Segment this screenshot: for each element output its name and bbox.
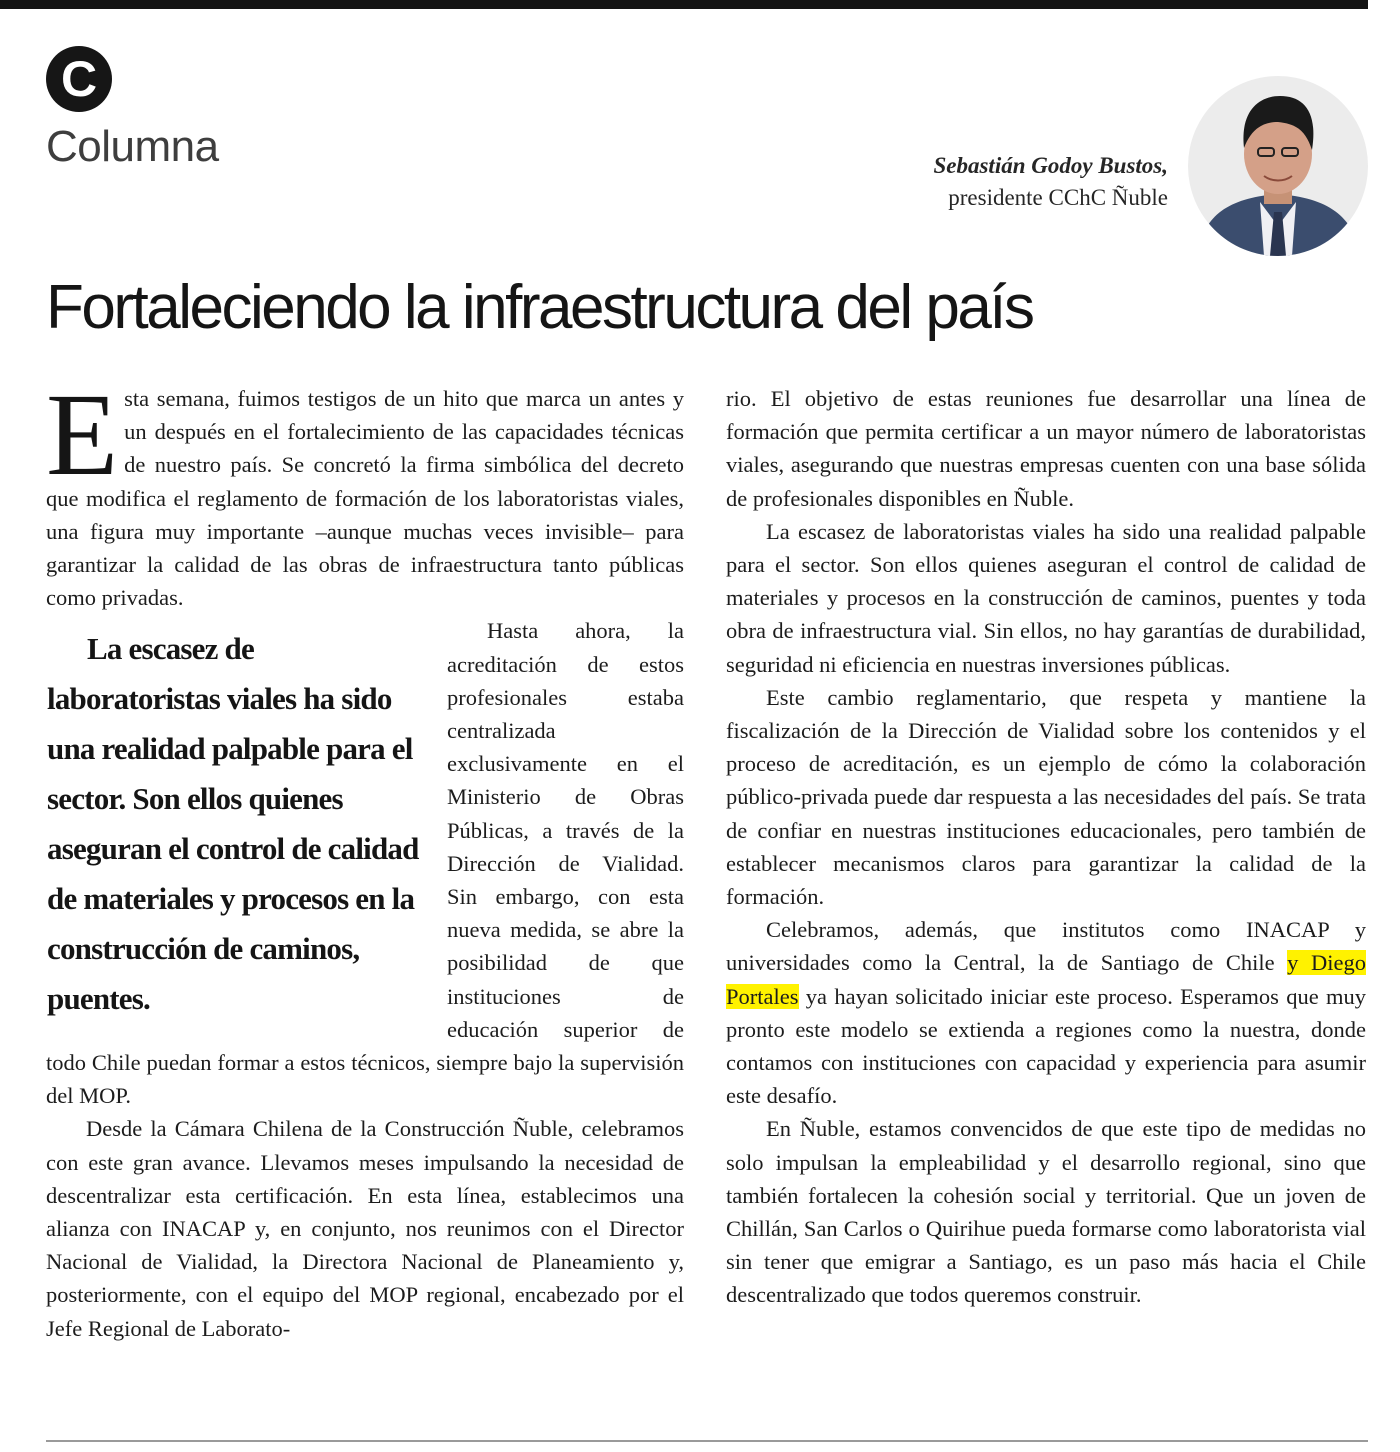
author-role: presidente CChC Ñuble bbox=[948, 185, 1168, 210]
pull-quote: La escasez de laboratoristas viales ha sido una realidad palpable para el sector. Son ellos quienes aseguran el control de calidad de materiales y procesos en la construcción de caminos, puentes. bbox=[47, 631, 419, 1017]
top-rule bbox=[0, 0, 1368, 9]
paragraph-3-end: rio. El objetivo de estas reuniones fue desarrollar una línea de formación que permita certificar a un mayor número de laboratoristas viales, asegurando que nuestras empresas cuenten con una base sólida de profesionales disponibles en Ñuble. bbox=[726, 386, 1366, 511]
paragraph-2-text: Hasta ahora, la acreditación de estos profesionales estaba centralizada exclusivamente en el Ministerio de Obras Públicas, a través de la Dirección de Vialidad. Sin embargo, con esta nueva medida, se abre la posibilidad de que instituciones de educación superior de todo Chile puedan formar a estos técnicos, siempre bajo la supervisión del MOP. bbox=[46, 618, 684, 1109]
paragraph-1-text: sta semana, fuimos testigos de un hito que marca un antes y un después en el fortalecimiento de las capacidades técnicas de nuestro país. Se concretó la firma simbólica del decreto que modifica el reglamento de formación de los laboratoristas viales, una figura muy importante –aunque muchas veces invisible– para garantizar la calidad de las obras de infraestructura tanto públicas como privadas. bbox=[46, 386, 684, 611]
author-portrait-photo bbox=[1188, 76, 1368, 256]
headline: Fortaleciendo la infraestructura del país bbox=[46, 273, 1033, 342]
author-byline bbox=[933, 150, 1168, 214]
article-column-left bbox=[46, 369, 684, 1345]
bottom-rule bbox=[46, 1440, 1368, 1442]
paragraph-6-text-b: ya hayan solicitado iniciar este proceso. Esperamos que muy pronto este modelo se extienda a regiones como la nuestra, donde contamos con instituciones con capacidad y experiencia para asumir este desafío. bbox=[726, 983, 1366, 1109]
author-name: Sebastián Godoy Bustos, bbox=[933, 153, 1168, 178]
paragraph-5: Este cambio reglamentario, que respeta y mantiene la fiscalización de la Dirección de Vialidad sobre los contenidos y el proceso de acreditación, es un ejemplo de cómo la colaboración público-privada puede dar respuesta a las necesidades del país. Se trata de confiar en nuestras instituciones educacionales, pero también de establecer mecanismos claros para garantizar la calidad de la formación. bbox=[726, 684, 1366, 910]
highlighted-text: y Diego Portales bbox=[726, 950, 1366, 1009]
article-column-right bbox=[726, 382, 1366, 1312]
paragraph-6-text-a: Celebramos, además, que institutos como INACAP y universidades como la Central, la de Santiago de Chile bbox=[726, 917, 1366, 976]
paragraph-6 bbox=[726, 913, 1366, 1112]
paragraph-4: La escasez de laboratoristas viales ha sido una realidad palpable para el sector. Son ellos quienes aseguran el control de calidad de materiales y procesos en la construcción de caminos, puentes y toda obra de infraestructura vial. Sin ellos, no hay garantías de durabilidad, seguridad ni eficiencia en nuestras inversiones públicas. bbox=[726, 518, 1366, 677]
paragraph-1 bbox=[46, 369, 684, 614]
paragraph-2 bbox=[46, 614, 684, 1112]
drop-cap: E bbox=[46, 369, 119, 500]
section-letter-badge: C bbox=[46, 46, 112, 112]
section-label: Columna bbox=[46, 122, 219, 171]
paragraph-3-start: Desde la Cámara Chilena de la Construcción Ñuble, celebramos con este gran avance. Llevamos meses impulsando la necesidad de descentralizar esta certificación. En esta línea, establecimos una alianza con INACAP y, en conjunto, nos reunimos con el Director Nacional de Vialidad, la Directora Nacional de Planeamiento y, posteriormente, con el equipo del MOP regional, encabezado por el Jefe Regional de Laborato- bbox=[46, 1116, 684, 1341]
paragraph-7: En Ñuble, estamos convencidos de que este tipo de medidas no solo impulsan la empleabilidad y el desarrollo regional, sino que también fortalecen la cohesión social y territorial. Que un joven de Chillán, San Carlos o Quirihue pueda formarse como laboratorista vial sin tener que emigrar a Santiago, es un paso más hacia el Chile descentralizado que todos queremos construir. bbox=[726, 1116, 1366, 1308]
